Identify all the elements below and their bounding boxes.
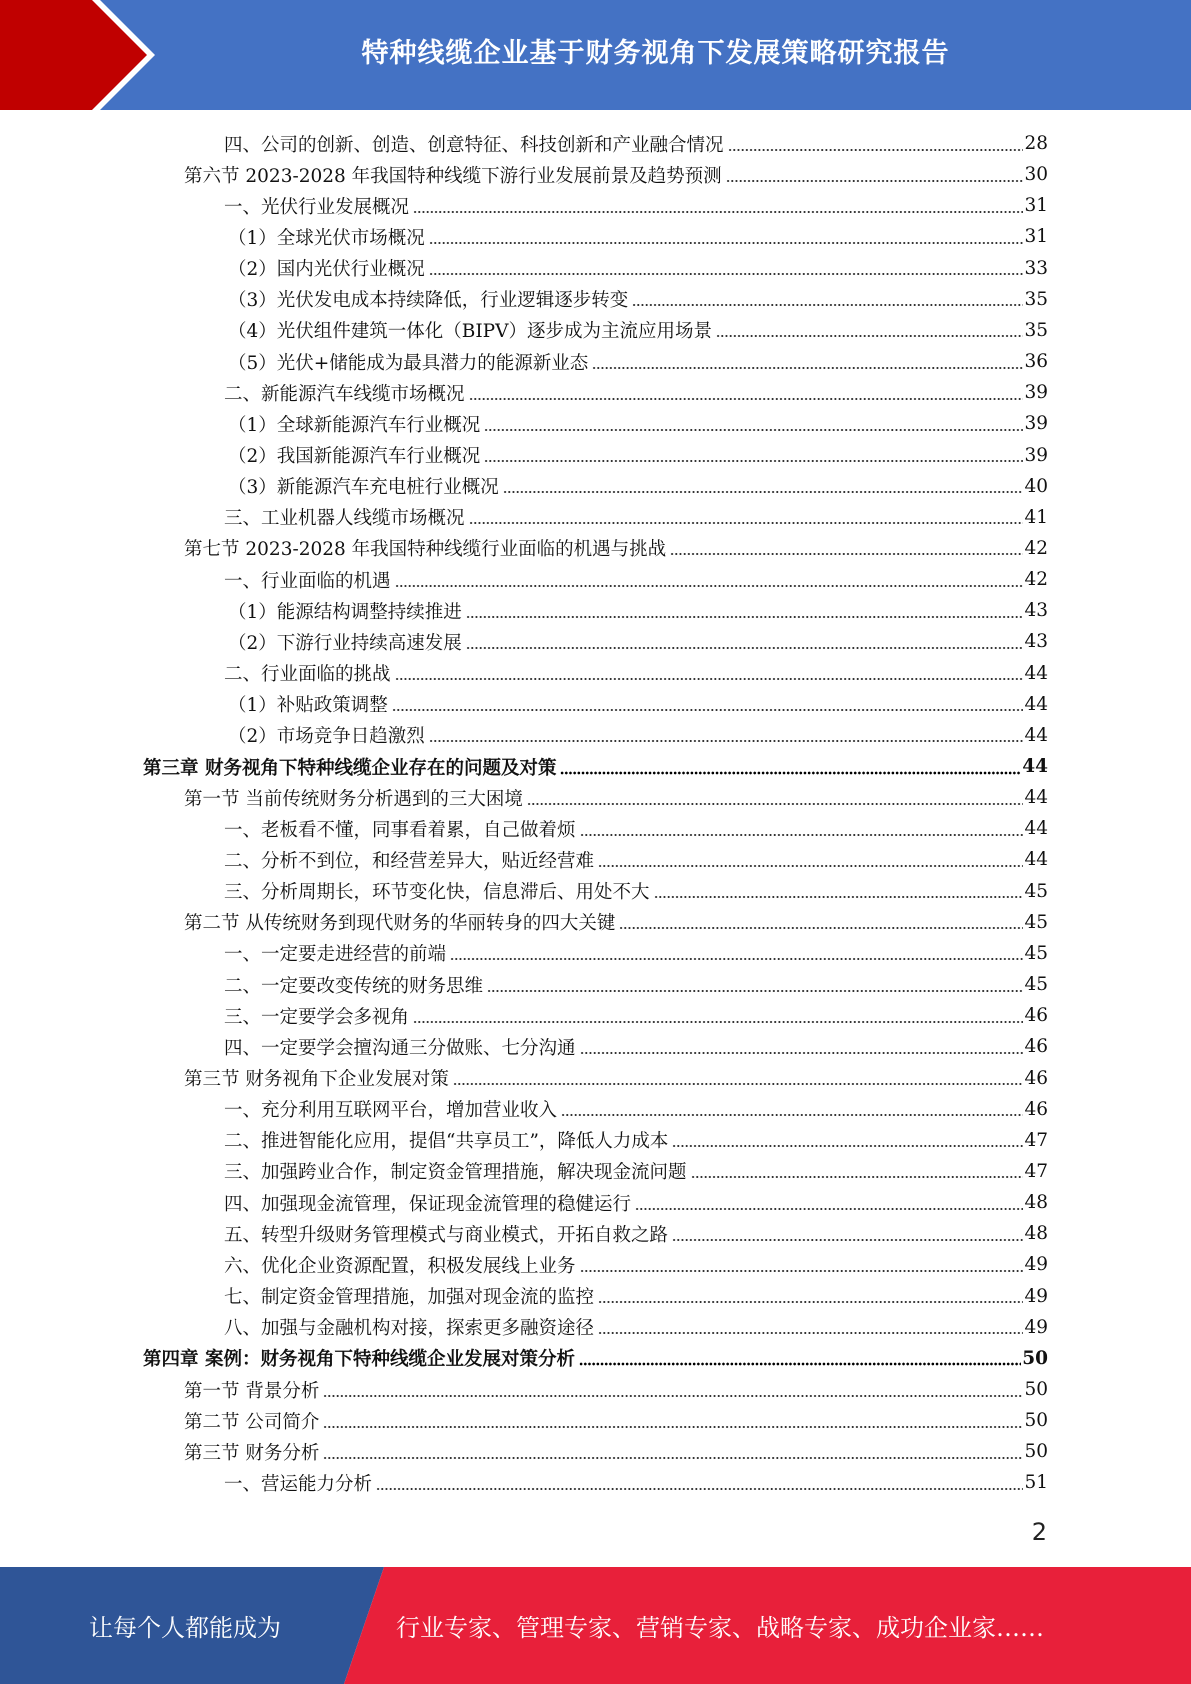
toc-page-number: 44 [1024,724,1048,746]
toc-entry-title: 一、光伏行业发展概况 [224,196,410,218]
toc-entry-title: 第七节 2023-2028 年我国特种线缆行业面临的机遇与挑战 [184,539,667,561]
toc-dot-leader [466,615,1024,619]
toc-page-number: 39 [1024,444,1048,466]
toc-dot-leader [392,708,1024,712]
toc-dot-leader [413,1020,1023,1024]
toc-page-number: 45 [1024,880,1048,902]
toc-entry-title: 一、一定要走进经营的前端 [224,944,447,966]
toc-dot-leader [323,1394,1023,1398]
toc-entry-title: （2）国内光伏行业概况 [228,259,425,281]
toc-entry[interactable] [224,1125,1048,1156]
toc-page-number: 44 [1024,693,1048,715]
toc-entry[interactable] [224,658,1048,689]
toc-dot-leader [598,1300,1023,1304]
toc-page-number: 44 [1024,662,1048,684]
toc-page-number: 47 [1024,1129,1048,1151]
toc-entry-title: 四、公司的创新、创造、创意特征、科技创新和产业融合情况 [224,134,724,156]
toc-entry-title: （1）补贴政策调整 [228,695,388,717]
toc-entry[interactable] [224,1249,1048,1280]
toc-page-number: 42 [1024,569,1048,591]
toc-dot-leader [487,989,1023,993]
toc-page-number: 50 [1024,1441,1048,1463]
toc-entry[interactable] [228,408,1048,439]
toc-entry-title: 第三节 财务视角下企业发展对策 [184,1069,449,1090]
toc-entry[interactable] [224,969,1048,1000]
toc-entry[interactable] [184,782,1048,813]
toc-entry[interactable] [184,533,1048,564]
toc-entry-title: 第四章 案例：财务视角下特种线缆企业发展对策分析 [143,1349,575,1371]
toc-dot-leader [395,677,1024,681]
toc-page-number: 30 [1024,164,1048,186]
toc-page-number: 45 [1024,911,1048,933]
toc-entry-title: 一、营运能力分析 [224,1473,373,1495]
toc-page-number: 31 [1024,226,1048,248]
header-banner [0,0,1191,110]
toc-entry[interactable] [228,471,1048,502]
toc-dot-leader [561,1113,1023,1117]
toc-page-number: 44 [1024,849,1048,871]
toc-dot-leader [376,1487,1023,1491]
footer-banner [0,1567,1191,1684]
toc-dot-leader [429,739,1024,743]
report-title: 特种线缆企业基于财务视角下发展策略研究报告 [361,37,950,69]
toc-page-number: 28 [1024,133,1048,154]
toc-entry-title: 二、一定要改变传统的财务思维 [224,975,484,997]
toc-page-number: 33 [1024,257,1048,279]
toc-dot-leader [726,179,1024,183]
toc-entry-title: （2）下游行业持续高速发展 [228,632,462,654]
toc-dot-leader [580,833,1024,837]
toc-page-number: 46 [1024,1005,1048,1027]
toc-page-number: 44 [1024,818,1048,840]
toc-dot-leader [413,210,1023,214]
toc-page-number: 39 [1024,382,1048,404]
toc-entry-title: 一、老板看不懂，同事看着累，自己做着烦 [224,819,576,841]
toc-dot-leader [592,366,1023,370]
toc-dot-leader [580,1051,1024,1055]
toc-dot-leader [503,490,1024,494]
toc-entry[interactable] [224,1094,1048,1125]
toc-entry[interactable] [184,1405,1048,1436]
toc-entry-title: 第二节 从传统财务到现代财务的华丽转身的四大关键 [184,913,616,935]
toc-entry[interactable] [224,876,1048,907]
toc-entry[interactable] [228,315,1048,346]
toc-page-number: 46 [1024,1098,1048,1120]
toc-dot-leader [598,1331,1023,1335]
toc-page-number: 45 [1024,974,1048,996]
toc-dot-leader [450,957,1023,961]
toc-dot-leader [323,1456,1023,1460]
toc-dot-leader [484,459,1023,463]
toc-entry-title: 第三节 财务分析 [184,1442,320,1464]
toc-entry[interactable] [224,1031,1048,1062]
toc-entry[interactable] [228,221,1048,252]
toc-entry-title: 八、加强与金融机构对接，探索更多融资途径 [224,1318,595,1340]
toc-entry-title: （4）光伏组件建筑一体化（BIPV）逐步成为主流应用场景 [228,321,712,343]
toc-dot-leader [635,1207,1023,1211]
toc-page-number: 43 [1024,631,1048,653]
toc-page-number: 50 [1024,1379,1048,1400]
toc-page-number: 41 [1024,506,1048,528]
toc-dot-leader [395,584,1024,588]
toc-entry[interactable] [224,1281,1048,1312]
toc-entry[interactable] [184,1436,1048,1467]
toc-dot-leader [484,428,1023,432]
toc-entry-title: （3）新能源汽车充电桩行业概况 [228,477,499,499]
toc-chapter-entry[interactable] [143,751,1048,782]
toc-entry[interactable] [224,1218,1048,1249]
toc-entry-title: 一、充分利用互联网平台，增加营业收入 [224,1100,558,1122]
toc-page-number: 48 [1024,1192,1048,1214]
toc-entry[interactable] [224,377,1048,408]
toc-entry-title: 三、分析周期长，环节变化快，信息滞后、用处不大 [224,882,650,904]
toc-entry[interactable] [224,190,1048,221]
toc-dot-leader [323,1425,1023,1429]
toc-page-number: 50 [1022,1347,1048,1369]
toc-entry-title: 四、一定要学会擅沟通三分做账、七分沟通 [224,1037,576,1059]
toc-entry-title: 三、一定要学会多视角 [224,1006,410,1028]
toc-entry[interactable] [224,938,1048,969]
toc-dot-leader [579,1362,1021,1366]
toc-entry[interactable] [224,1187,1048,1218]
toc-entry[interactable] [224,502,1048,533]
toc-entry[interactable] [224,564,1048,595]
toc-entry-title: 二、分析不到位，和经营差异大，贴近经营难 [224,850,595,872]
toc-entry[interactable] [228,284,1048,315]
toc-entry[interactable] [228,689,1048,720]
toc-entry[interactable] [184,1063,1048,1094]
toc-dot-leader [466,646,1024,650]
footer-slogan-left: 让每个人都能成为 [89,1614,281,1642]
toc-entry-title: 七、制定资金管理措施，加强对现金流的监控 [224,1287,595,1309]
toc-entry-title: 第六节 2023-2028 年我国特种线缆下游行业发展前景及趋势预测 [184,165,722,187]
toc-dot-leader [654,895,1024,899]
toc-page-number: 35 [1024,288,1048,310]
toc-page-number: 31 [1024,195,1048,217]
toc-page-number: 49 [1024,1316,1048,1338]
toc-page-number: 47 [1024,1160,1048,1182]
toc-entry[interactable] [228,626,1048,657]
toc-dot-leader [728,148,1024,152]
toc-dot-leader [469,397,1024,401]
toc-entry[interactable] [228,253,1048,284]
toc-entry[interactable] [228,720,1048,751]
toc-entry-title: 二、推进智能化应用，提倡“共享员工”，降低人力成本 [224,1131,669,1153]
footer-slogan-right: 行业专家、管理专家、营销专家、战略专家、成功企业家…… [396,1614,1044,1642]
toc-dot-leader [632,303,1023,307]
toc-entry-title: 三、工业机器人线缆市场概况 [224,508,465,530]
toc-page-number: 44 [1022,756,1048,777]
toc-page-number: 43 [1024,600,1048,622]
toc-entry-title: 第三章 财务视角下特种线缆企业存在的问题及对策 [143,757,557,779]
toc-entry-title: （1）能源结构调整持续推进 [228,601,462,623]
toc-dot-leader [429,241,1024,245]
toc-dot-leader [670,552,1023,556]
toc-page-number: 39 [1024,413,1048,435]
toc-page-number: 42 [1024,537,1048,559]
toc-entry-title: （2）我国新能源汽车行业概况 [228,446,481,467]
toc-entry-title: （1）全球新能源汽车行业概况 [228,414,481,436]
toc-page-number: 51 [1024,1472,1048,1494]
red-arrow-shape [0,0,150,110]
toc-entry[interactable] [184,1374,1048,1405]
toc-chapter-entry[interactable] [143,1343,1048,1374]
toc-entry[interactable] [224,1156,1048,1187]
toc-dot-leader [469,521,1024,525]
toc-page-number: 40 [1024,475,1048,497]
toc-entry-title: 第一节 背景分析 [184,1380,320,1402]
toc-dot-leader [429,272,1024,276]
toc-entry-title: 第一节 当前传统财务分析遇到的三大困境 [184,788,523,810]
toc-dot-leader [580,1269,1024,1273]
toc-entry[interactable] [228,595,1048,626]
toc-entry-title: （3）光伏发电成本持续降低，行业逻辑逐步转变 [228,290,629,312]
toc-entry[interactable] [224,844,1048,875]
toc-dot-leader [453,1082,1024,1086]
toc-entry-title: 二、新能源汽车线缆市场概况 [224,383,465,405]
toc-page-number: 46 [1024,1067,1048,1089]
toc-entry[interactable] [228,346,1048,377]
toc-page-number: 49 [1024,1254,1048,1276]
toc-dot-leader [598,864,1023,868]
toc-entry[interactable] [224,813,1048,844]
toc-entry[interactable] [224,1312,1048,1343]
toc-entry-title: （2）市场竞争日趋激烈 [228,726,425,748]
toc-entry-title: 五、转型升级财务管理模式与商业模式，开拓自救之路 [224,1224,669,1246]
toc-entry-title: 一、行业面临的机遇 [224,570,391,592]
toc-entry[interactable] [224,128,1048,159]
toc-entry[interactable] [228,440,1048,471]
toc-page-number: 36 [1024,351,1048,373]
toc-entry[interactable] [184,159,1048,190]
toc-dot-leader [619,926,1023,930]
toc-entry-title: 四、加强现金流管理，保证现金流管理的稳健运行 [224,1193,632,1215]
toc-entry[interactable] [224,1000,1048,1031]
toc-entry[interactable] [224,1467,1048,1498]
toc-page-number: 44 [1024,787,1048,809]
toc-page-number: 50 [1024,1410,1048,1432]
toc-entry-title: 第二节 公司简介 [184,1411,320,1433]
toc-dot-leader [691,1175,1024,1179]
toc-dot-leader [672,1144,1023,1148]
toc-page-number: 45 [1024,942,1048,964]
toc-entry-title: （1）全球光伏市场概况 [228,227,425,249]
toc-dot-leader [672,1238,1023,1242]
toc-dot-leader [560,771,1021,775]
toc-page-number: 46 [1024,1036,1048,1058]
toc-entry-title: 六、优化企业资源配置，积极发展线上业务 [224,1255,576,1277]
toc-page-number: 49 [1024,1285,1048,1307]
toc-entry-title: （5）光伏+储能成为最具潜力的能源新业态 [228,352,589,374]
page-number: 2 [1031,1518,1047,1546]
toc-entry[interactable] [184,907,1048,938]
toc-entry-title: 二、行业面临的挑战 [224,664,391,686]
toc-entry-title: 三、加强跨业合作，制定资金管理措施，解决现金流问题 [224,1162,687,1184]
toc-page-number: 48 [1024,1223,1048,1245]
toc-dot-leader [527,802,1024,806]
toc-page-number: 35 [1024,319,1048,341]
toc-dot-leader [716,334,1023,338]
